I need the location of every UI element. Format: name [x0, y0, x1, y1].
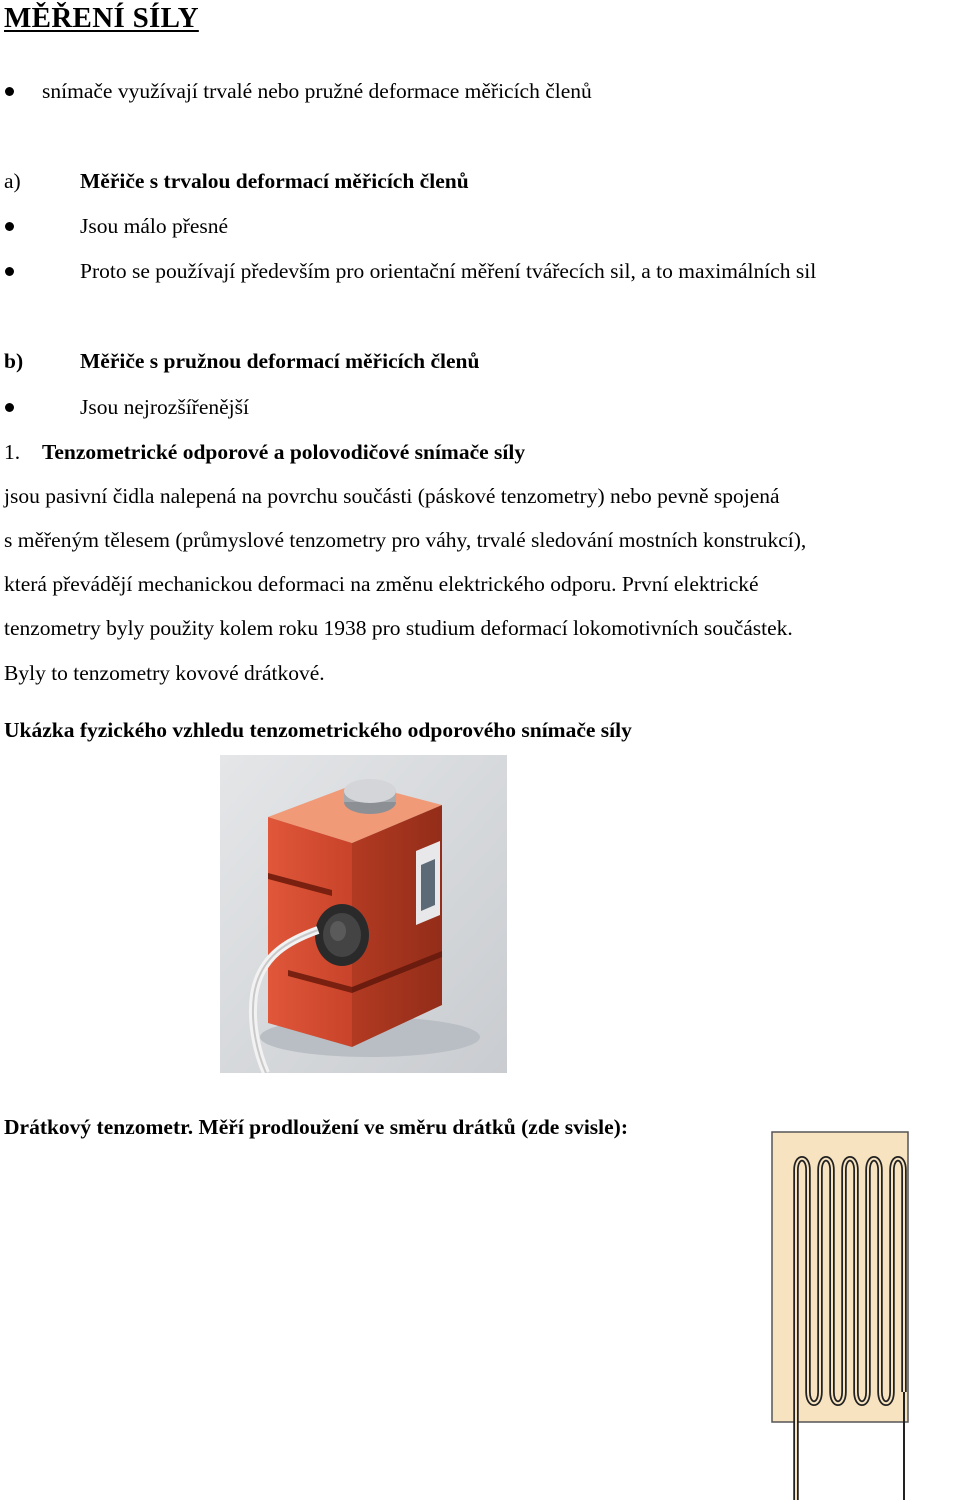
paragraph-line: která převádějí mechanickou deformaci na změnu elektrického odporu. První elektrické [4, 572, 759, 596]
section-b-heading: Měřiče s pružnou deformací měřicích členů [80, 349, 480, 373]
item-heading: Tenzometrické odporové a polovodičové snímače síly [42, 440, 526, 464]
paragraph-line: tenzometry byly použity kolem roku 1938 pro studium deformací lokomotivních součástek. [4, 616, 793, 640]
gauge-caption: Drátkový tenzometr. Měří prodloužení ve směru drátků (zde svisle): [4, 1115, 628, 1139]
paragraph-line: Byly to tenzometry kovové drátkové. [4, 661, 325, 685]
load-cell-photo [220, 755, 507, 1073]
wire-strain-gauge-drawing [770, 1130, 910, 1500]
bullet-icon [5, 87, 14, 96]
intro-bullet-text: snímače využívají trvalé nebo pružné deformace měřicích členů [42, 79, 592, 103]
photo-caption: Ukázka fyzického vzhledu tenzometrického odporového snímače síly [4, 718, 632, 742]
section-a-label: a) [4, 169, 21, 193]
paragraph-line: jsou pasivní čidla nalepená na povrchu součásti (páskové tenzometry) nebo pevně spojená [4, 484, 780, 508]
section-a-heading: Měřiče s trvalou deformací měřicích členů [80, 169, 469, 193]
section-b-label: b) [4, 349, 24, 373]
bullet-icon [5, 222, 14, 231]
section-b-bullet-1: Jsou nejrozšířenější [80, 395, 249, 419]
bullet-icon [5, 267, 14, 276]
section-a-bullet-2: Proto se používají především pro orientační měření tvářecích sil, a to maximálních sil [80, 259, 817, 283]
item-number: 1. [4, 440, 21, 464]
section-a-bullet-1: Jsou málo přesné [80, 214, 229, 238]
bullet-icon [5, 403, 14, 412]
page-title: MĚŘENÍ SÍLY [4, 2, 199, 34]
paragraph-line: s měřeným tělesem (průmyslové tenzometry pro váhy, trvalé sledování mostních konstrukcí), [4, 528, 807, 552]
